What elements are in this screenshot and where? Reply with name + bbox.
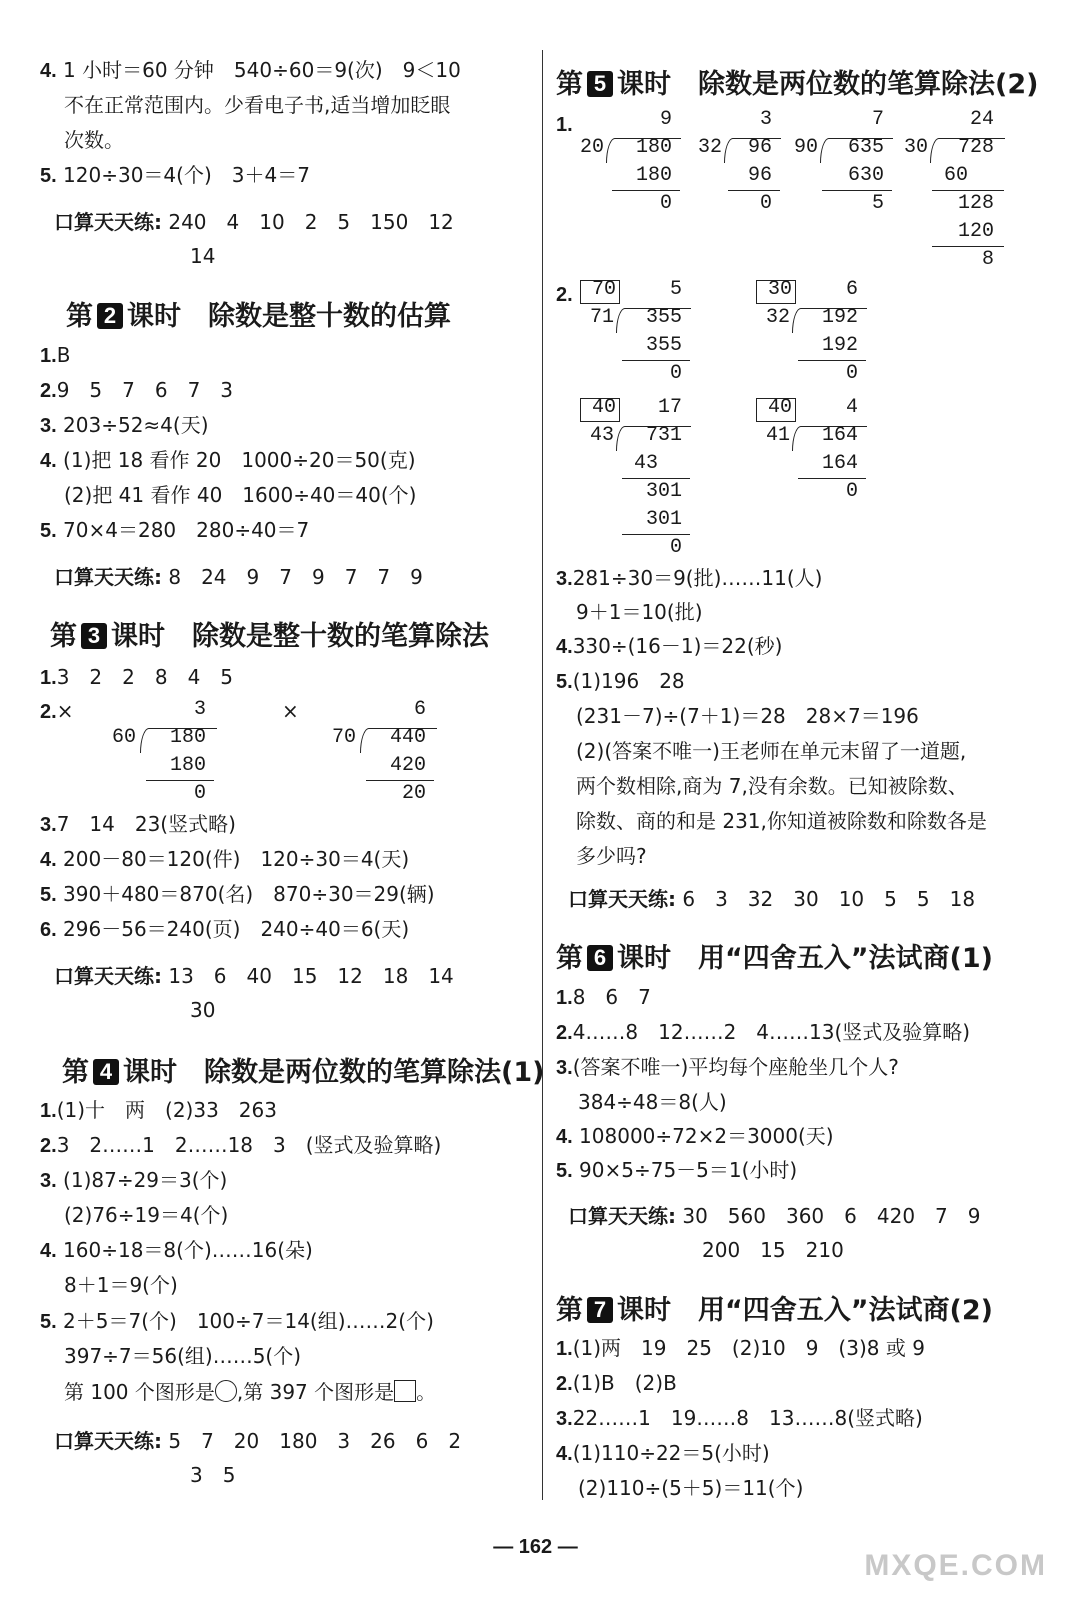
mental-math-practice: 口算天天练: 6 3 32 30 10 5 5 18 — [568, 887, 976, 911]
lesson-4-heading: 第 4 课时 除数是两位数的笔算除法(1) — [62, 1057, 545, 1088]
shape-answer-line: 第 100 个图形是 ,第 397 个图形是 。 — [64, 1380, 437, 1404]
answer-line: 1. — [556, 114, 573, 136]
answer-line: 2. — [556, 284, 573, 306]
mental-math-practice: 口算天天练: 30 560 360 6 420 7 9 — [568, 1204, 981, 1228]
lesson-7-heading: 第 7 课时 用“四舍五入”法试商(2) — [556, 1295, 993, 1326]
answer-line: 3.7 14 23(竖式略) — [40, 812, 236, 836]
answer-line: 2.9 5 7 6 7 3 — [40, 378, 234, 402]
answer-line: 两个数相除,商为 7,没有余数。已知被除数、 — [576, 774, 968, 798]
page-number: — 162 — — [493, 1536, 578, 1558]
answer-line: 2.3 2……1 2……18 3 (竖式及验算略) — [40, 1133, 442, 1157]
answer-line: 6. 296－56＝240(页) 240÷40＝6(天) — [40, 917, 410, 941]
answer-line: 2.4……8 12……2 4……13(竖式及验算略) — [556, 1020, 971, 1044]
lesson-3-heading: 第 3 课时 除数是整十数的笔算除法 — [50, 621, 489, 652]
lesson-6-heading: 第 6 课时 用“四舍五入”法试商(1) — [556, 943, 993, 974]
answer-line: 5. 90×5÷75－5＝1(小时) — [556, 1158, 798, 1182]
answer-line: 2.× — [40, 699, 74, 723]
mental-math-practice: 口算天天练: 13 6 40 15 12 18 14 — [54, 964, 454, 988]
answer-line: 1.3 2 2 8 4 5 — [40, 665, 234, 689]
answer-line: 4. (1)把 18 看作 20 1000÷20＝50(克) — [40, 448, 416, 472]
lesson-5-heading: 第 5 课时 除数是两位数的笔算除法(2) — [556, 69, 1039, 100]
answer-line: (231－7)÷(7＋1)＝28 28×7＝196 — [576, 704, 919, 728]
answer-line: 2.(1)B (2)B — [556, 1371, 677, 1395]
answer-line: 4. 200－80＝120(件) 120÷30＝4(天) — [40, 847, 410, 871]
answer-line: 3.22……1 19……8 13……8(竖式略) — [556, 1406, 923, 1430]
lesson-2-heading: 第 2 课时 除数是整十数的估算 — [66, 301, 451, 332]
answer-line: 1.(1)十 两 (2)33 263 — [40, 1098, 277, 1122]
answer-line: 1.B — [40, 343, 71, 367]
mental-math-practice-cont: 14 — [190, 244, 216, 268]
answer-line: 4. 108000÷72×2＝3000(天) — [556, 1124, 834, 1148]
answer-line: 多少吗? — [576, 844, 647, 868]
answer-line: (2)(答案不唯一)王老师在单元末留了一道题, — [576, 739, 967, 763]
mental-math-practice: 口算天天练: 8 24 9 7 9 7 7 9 — [54, 565, 423, 589]
answer-line: 5. 390＋480＝870(名) 870÷30＝29(辆) — [40, 882, 435, 906]
answer-line: 次数。 — [64, 128, 124, 152]
answer-line: 4. 1 小时＝60 分钟 540÷60＝9(次) 9＜10 — [40, 58, 461, 82]
column-divider — [542, 50, 543, 1500]
mental-math-practice-cont: 30 — [190, 998, 216, 1022]
answer-line: 1.(1)两 19 25 (2)10 9 (3)8 或 9 — [556, 1336, 925, 1360]
answer-line: 除数、商的和是 231,你知道被除数和除数各是 — [576, 809, 987, 833]
answer-line: 5. 70×4＝280 280÷40＝7 — [40, 518, 310, 542]
answer-line: 3. (1)87÷29＝3(个) — [40, 1168, 228, 1192]
answer-line: 4.(1)110÷22＝5(小时) — [556, 1441, 770, 1465]
answer-line: (2)把 41 看作 40 1600÷40＝40(个) — [64, 483, 417, 507]
watermark-logo: MXQE.COM — [864, 1549, 1047, 1582]
square-shape-icon — [394, 1380, 416, 1402]
answer-line: 9＋1＝10(批) — [576, 600, 703, 624]
answer-line: 384÷48＝8(人) — [578, 1090, 727, 1114]
answer-line: 5.(1)196 28 — [556, 669, 685, 693]
mental-math-practice-cont: 200 15 210 — [702, 1238, 844, 1262]
mental-math-practice: 口算天天练: 5 7 20 180 3 26 6 2 — [54, 1429, 462, 1453]
answer-line: 3. 203÷52≈4(天) — [40, 413, 209, 437]
mental-math-practice-cont: 3 5 — [190, 1463, 236, 1487]
answer-line: 3.(答案不唯一)平均每个座舱坐几个人? — [556, 1055, 899, 1079]
answer-line: 4. 160÷18＝8(个)……16(朵) — [40, 1238, 313, 1262]
answer-line: 397÷7＝56(组)……5(个) — [64, 1344, 302, 1368]
answer-line: (2)76÷19＝4(个) — [64, 1203, 229, 1227]
mental-math-practice: 口算天天练: 240 4 10 2 5 150 12 — [54, 210, 454, 234]
answer-line: 1.8 6 7 — [556, 985, 651, 1009]
answer-line: 5. 2＋5＝7(个) 100÷7＝14(组)……2(个) — [40, 1309, 434, 1333]
cross-mark: × — [282, 699, 299, 723]
answer-line: (2)110÷(5＋5)＝11(个) — [578, 1476, 804, 1500]
answer-line: 不在正常范围内。少看电子书,适当增加眨眼 — [64, 93, 451, 117]
answer-line: 3.281÷30＝9(批)……11(人) — [556, 566, 823, 590]
answer-line: 8＋1＝9(个) — [64, 1273, 178, 1297]
answer-line: 5. 120÷30＝4(个) 3＋4＝7 — [40, 163, 310, 187]
circle-shape-icon — [215, 1380, 237, 1402]
answer-line: 4.330÷(16－1)＝22(秒) — [556, 634, 783, 658]
